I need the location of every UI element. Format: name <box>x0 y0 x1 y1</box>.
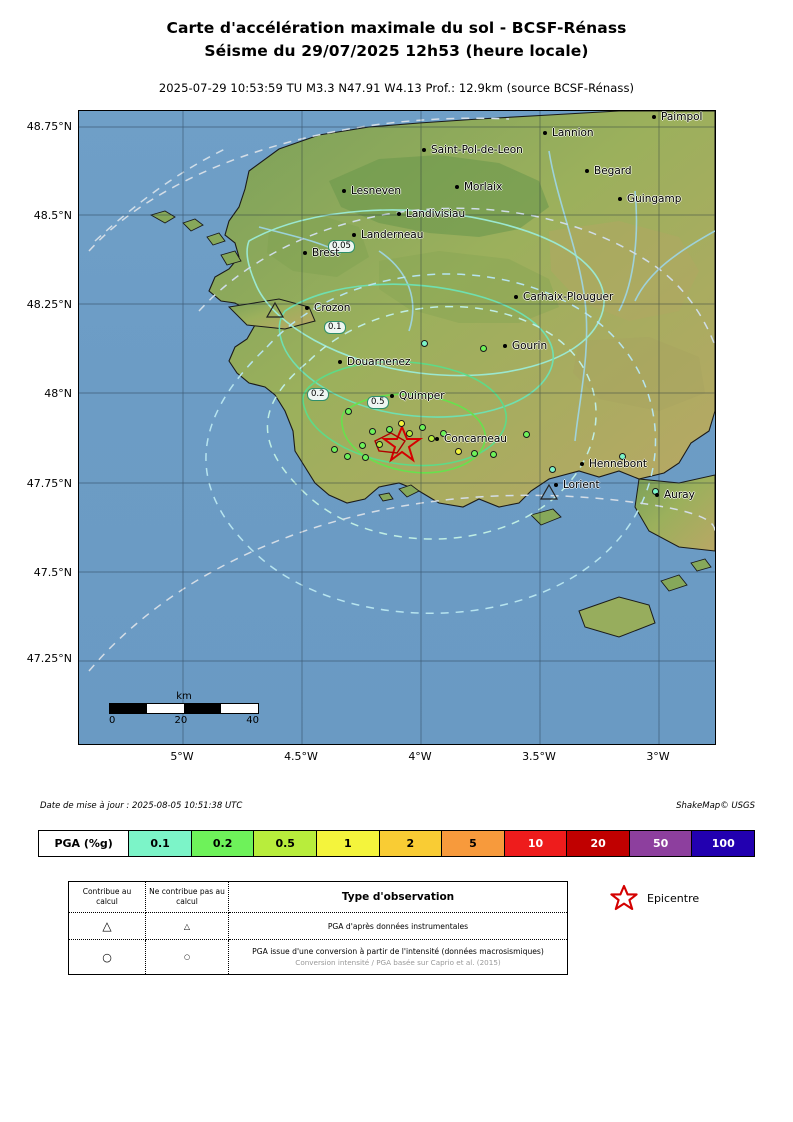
observation-table <box>68 881 568 975</box>
station-marker <box>523 431 530 438</box>
city-label: Lannion <box>552 127 594 139</box>
city-label: Landivisiau <box>406 208 466 220</box>
star-icon <box>610 884 638 912</box>
station-marker <box>376 441 383 448</box>
table-row <box>69 913 568 940</box>
title-block <box>0 0 793 63</box>
city-label: Landerneau <box>361 229 424 241</box>
epicentre-key <box>610 884 699 912</box>
city-dot <box>514 295 518 299</box>
city-label: Concarneau <box>444 433 507 445</box>
scale-tick-0: 0 <box>109 715 116 726</box>
city-label: Morlaix <box>464 181 503 193</box>
scale-bar-unit: km <box>176 691 192 702</box>
city-label: Lesneven <box>351 185 402 197</box>
scale-bar <box>109 691 259 726</box>
city-dot <box>554 483 558 487</box>
station-marker <box>421 340 428 347</box>
lat-tick-label: 48.75°N <box>26 120 72 133</box>
city-dot <box>422 148 426 152</box>
station-marker <box>345 408 352 415</box>
pga-bin-0.2: 0.2 <box>192 831 255 856</box>
obs-col3-header: Type d'observation <box>229 882 568 913</box>
pga-legend-label: PGA (%g) <box>39 831 129 856</box>
city-dot <box>390 394 394 398</box>
city-dot <box>397 212 401 216</box>
obs-symbol-noncontributing-circle: ○ <box>146 940 229 975</box>
station-marker <box>471 450 478 457</box>
station-marker <box>386 426 393 433</box>
station-marker <box>369 428 376 435</box>
city-dot <box>618 197 622 201</box>
pga-bin-5: 5 <box>442 831 505 856</box>
city-label: Quimper <box>399 390 445 402</box>
pga-bin-10: 10 <box>505 831 568 856</box>
station-marker <box>490 451 497 458</box>
lat-tick-label: 47.5°N <box>33 566 72 579</box>
table-row <box>69 940 568 975</box>
station-marker <box>455 448 462 455</box>
city-dot <box>338 360 342 364</box>
city-dot <box>303 251 307 255</box>
city-label: Begard <box>594 165 632 177</box>
station-marker <box>480 345 487 352</box>
pga-bin-100: 100 <box>692 831 754 856</box>
page-title-line2: Séisme du 29/07/2025 12h53 (heure locale) <box>204 42 589 60</box>
city-dot <box>580 462 584 466</box>
station-marker <box>549 466 556 473</box>
observation-table-header <box>69 882 568 913</box>
scale-bar-bar <box>109 703 259 714</box>
city-dot <box>342 189 346 193</box>
update-note: Date de mise à jour : 2025-08-05 10:51:38 UTC <box>40 801 243 811</box>
scale-tick-2: 40 <box>246 715 259 726</box>
map-frame <box>78 110 716 745</box>
lat-tick-label: 47.75°N <box>26 477 72 490</box>
city-dot <box>455 185 459 189</box>
city-dot <box>503 344 507 348</box>
lat-tick-label: 48.25°N <box>26 298 72 311</box>
city-label: Guingamp <box>627 193 682 205</box>
lon-tick-label: 5°W <box>170 750 194 763</box>
city-dot <box>305 306 309 310</box>
credit-note: ShakeMap© USGS <box>676 801 755 811</box>
station-marker <box>406 430 413 437</box>
city-dot <box>352 233 356 237</box>
pga-bin-0.1: 0.1 <box>129 831 192 856</box>
station-marker <box>359 442 366 449</box>
obs-col1-header: Contribue au calcul <box>69 882 146 913</box>
lon-tick-label: 4°W <box>408 750 432 763</box>
station-marker <box>398 420 405 427</box>
obs-desc-macroseismic-sub: Conversion intensité / PGA basée sur Caprio et al. (2015) <box>295 958 501 967</box>
city-label: Hennebont <box>589 458 647 470</box>
obs-symbol-contributing-triangle: △ <box>69 913 146 940</box>
station-marker <box>419 424 426 431</box>
obs-desc-instrumental-text: PGA d'après données instrumentales <box>327 921 469 931</box>
city-label: Auray <box>664 489 695 501</box>
city-dot <box>435 437 439 441</box>
pga-bin-2: 2 <box>380 831 443 856</box>
obs-symbol-contributing-circle: ○ <box>69 940 146 975</box>
station-marker <box>331 446 338 453</box>
epicentre-key-label: Epicentre <box>647 891 700 905</box>
city-label: Carhaix-Plouguer <box>523 291 614 303</box>
pga-bin-0.5: 0.5 <box>254 831 317 856</box>
contour-label-0.1: 0.1 <box>324 321 346 334</box>
city-label: Crozon <box>314 302 351 314</box>
obs-desc-instrumental <box>229 913 568 940</box>
contour-label-0.2: 0.2 <box>307 388 329 401</box>
obs-desc-macroseismic-text: PGA issue d'une conversion à partir de l'intensité (données macrosismiques) <box>252 947 544 956</box>
pga-bin-1: 1 <box>317 831 380 856</box>
pga-bin-20: 20 <box>567 831 630 856</box>
city-label: Paimpol <box>661 111 703 123</box>
city-dot <box>652 115 656 119</box>
city-label: Brest <box>312 247 340 259</box>
lat-tick-label: 47.25°N <box>26 652 72 665</box>
city-label: Gourin <box>512 340 548 352</box>
city-label: Douarnenez <box>347 356 411 368</box>
map-container[interactable] <box>78 110 716 745</box>
page-title-line1: Carte d'accélération maximale du sol - BCSF-Rénass <box>166 19 627 37</box>
lon-tick-label: 4.5°W <box>284 750 318 763</box>
lat-tick-label: 48.5°N <box>33 209 72 222</box>
city-dot <box>655 493 659 497</box>
city-dot <box>543 131 547 135</box>
city-dot <box>585 169 589 173</box>
pga-legend <box>38 830 755 857</box>
obs-col2-header: Ne contribue pas au calcul <box>146 882 229 913</box>
city-label: Lorient <box>563 479 600 491</box>
scale-tick-1: 20 <box>174 715 188 726</box>
lon-tick-label: 3°W <box>646 750 670 763</box>
obs-symbol-noncontributing-triangle: △ <box>146 913 229 940</box>
scale-bar-ticks <box>109 715 259 726</box>
contour-label-0.5: 0.5 <box>367 396 389 409</box>
station-marker <box>362 454 369 461</box>
map-graphics <box>79 111 715 744</box>
contour-label-0.05: 0.05 <box>328 240 355 253</box>
station-marker <box>344 453 351 460</box>
lon-tick-label: 3.5°W <box>522 750 556 763</box>
station-marker <box>428 435 435 442</box>
obs-desc-macroseismic <box>229 940 568 975</box>
event-subtitle: 2025-07-29 10:53:59 TU M3.3 N47.91 W4.13 Prof.: 12.9km (source BCSF-Rénass) <box>158 81 635 95</box>
city-label: Saint-Pol-de-Leon <box>431 144 523 156</box>
pga-bin-50: 50 <box>630 831 693 856</box>
lat-tick-label: 48°N <box>44 387 72 400</box>
